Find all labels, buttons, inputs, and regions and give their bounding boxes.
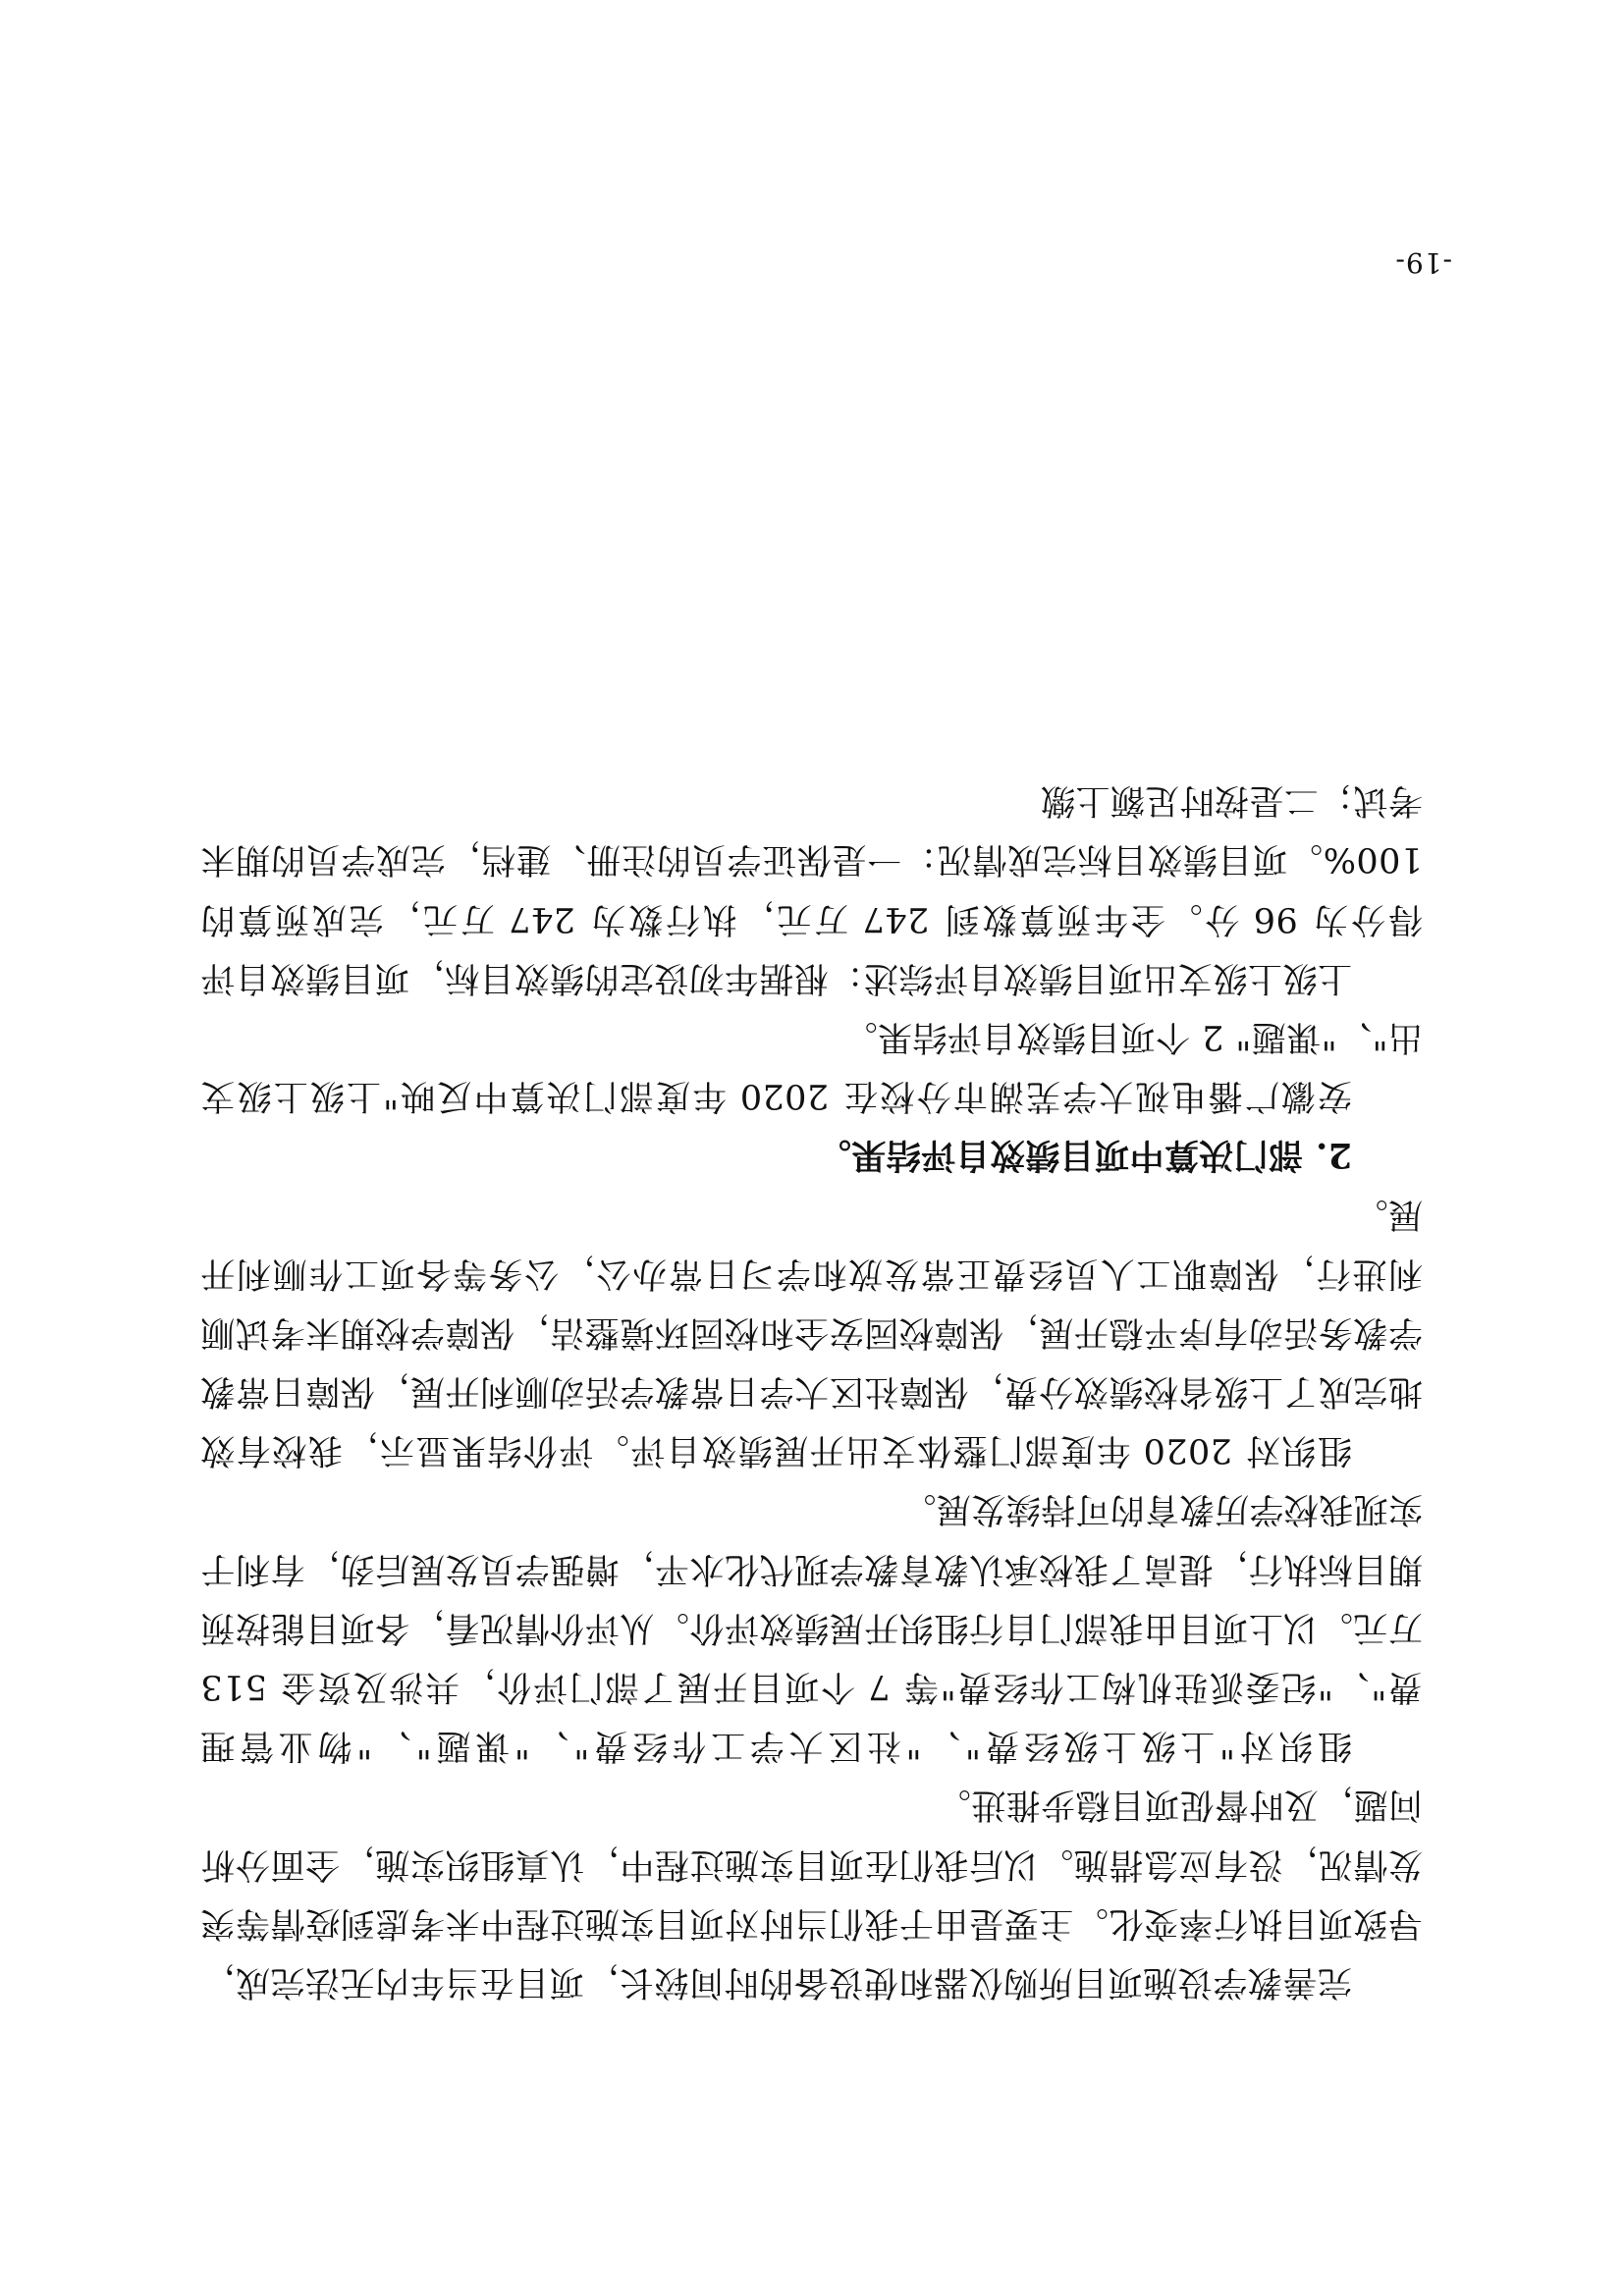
section-heading-project-performance: 2. 部门决算中项目绩效自评结果。 bbox=[816, 1135, 1352, 1176]
paragraph-2: 组织对"上级上级经费"、"社区大学工作经费"、"课题"、"物业管理费"、"纪委派驻机构工作经费"等 7 个项目开展了部门评价，共涉及资金 513 万元。以上项目由我部门自行组织开展绩效评价。从评价情况看，各项目能按预期目标执行，提高了我校承认教育教学现代化水平，增强学员发展后劲，有利于实现我校学历教育的可持续发展。 bbox=[200, 1489, 1423, 1766]
page-body-text bbox=[200, 771, 1423, 2011]
page-number: -19- bbox=[1394, 246, 1452, 279]
paragraph-5: 上级上级支出项目绩效自评综述：根据年初设定的绩效目标，项目绩效自评得分为 96 分。全年预算数到 247 万元，执行数为 247 万元，完成预算的 100%。项目绩效目标完成情况：一是保证学员的注册、建档，完成学员的期末考试；二是按时足额上缴 bbox=[200, 780, 1423, 997]
paragraph-3: 组织对 2020 年度部门整体支出开展绩效自评。评价结果显示，我校有效地完成了上级省校绩效分费，保障社区大学日常教学活动顺利开展，保障日常教学教务活动有序平稳开展，保障校园安全和校园环境整洁，保障学校期末考试顺利进行，保障职工人员经费正常发放和学习日常办公，公务等各项工作顺利开展。 bbox=[200, 1194, 1423, 1470]
paragraph-4: 安徽广播电视大学芜湖市分校在 2020 年度部门决算中反映"上级上级支出"、"课题" 2 个项目绩效自评结果。 bbox=[200, 1017, 1423, 1116]
paragraph-1: 完善教学设施项目所购仪器和使设备的时间较长，项目在当年内无法完成，导致项目执行率变化。主要是由于我们当时对项目实施过程中未考虑到疫情等突发情况，没有应急措施。以后我们在项目实施过程中，认真组织实施，全面分析问题，及时督促项目稳步推进。 bbox=[200, 1785, 1423, 2002]
